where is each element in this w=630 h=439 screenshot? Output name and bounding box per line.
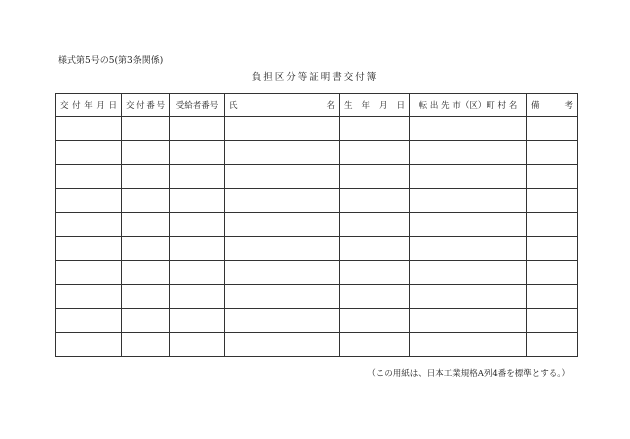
cell-issue-number: [122, 165, 170, 189]
cell-destination: [410, 333, 527, 357]
table-row: [56, 285, 578, 309]
cell-remarks: [527, 141, 578, 165]
cell-issue-date: [56, 189, 122, 213]
cell-issue-number: [122, 117, 170, 141]
col-header-birth-date: [340, 94, 410, 117]
cell-birth-date: [340, 285, 410, 309]
cell-remarks: [527, 189, 578, 213]
cell-destination: [410, 165, 527, 189]
cell-issue-number: [122, 285, 170, 309]
col-header-remarks: [527, 94, 578, 117]
cell-issue-number: [122, 309, 170, 333]
col-header-issue-date: [56, 94, 122, 117]
cell-destination: [410, 237, 527, 261]
cell-birth-date: [340, 333, 410, 357]
table-row: [56, 333, 578, 357]
cell-name: [225, 261, 340, 285]
col-header-part: 年: [361, 101, 370, 111]
col-header-recipient-number: 受給者番号: [170, 94, 225, 117]
cell-destination: [410, 189, 527, 213]
cell-name: [225, 189, 340, 213]
col-header-part: 付: [72, 101, 81, 111]
register-body: [56, 117, 578, 357]
cell-destination: [410, 117, 527, 141]
table-row: [56, 237, 578, 261]
col-header-part: 番: [146, 101, 155, 111]
cell-issue-number: [122, 333, 170, 357]
cell-issue-date: [56, 237, 122, 261]
cell-recipient-number: [170, 261, 225, 285]
col-header-part: 生: [344, 101, 353, 111]
table-row: [56, 117, 578, 141]
cell-remarks: [527, 117, 578, 141]
table-row: [56, 189, 578, 213]
cell-name: [225, 141, 340, 165]
cell-birth-date: [340, 117, 410, 141]
col-header-part: 月: [96, 101, 105, 111]
cell-birth-date: [340, 261, 410, 285]
cell-recipient-number: [170, 165, 225, 189]
col-header-part: 年: [84, 101, 93, 111]
form-number: 様式第5号の5(第3条関係): [58, 56, 164, 66]
cell-issue-number: [122, 213, 170, 237]
cell-issue-date: [56, 213, 122, 237]
cell-birth-date: [340, 213, 410, 237]
cell-destination: [410, 213, 527, 237]
cell-issue-date: [56, 117, 122, 141]
cell-recipient-number: [170, 333, 225, 357]
col-header-part: 名: [326, 101, 335, 111]
cell-remarks: [527, 333, 578, 357]
table-row: [56, 141, 578, 165]
cell-name: [225, 333, 340, 357]
cell-birth-date: [340, 309, 410, 333]
col-header-part: 考: [564, 101, 573, 111]
cell-birth-date: [340, 141, 410, 165]
cell-recipient-number: [170, 213, 225, 237]
col-header-part: 号: [156, 101, 165, 111]
table-row: [56, 309, 578, 333]
cell-issue-date: [56, 261, 122, 285]
col-header-part: 氏: [229, 101, 238, 111]
col-header-part: 日: [108, 101, 117, 111]
cell-name: [225, 237, 340, 261]
cell-issue-date: [56, 285, 122, 309]
paper-size-note: （この用紙は、日本工業規格A列4番を標準とする。）: [367, 369, 570, 379]
col-header-name: [225, 94, 340, 117]
cell-destination: [410, 141, 527, 165]
col-header-part: 交: [126, 101, 135, 111]
cell-recipient-number: [170, 285, 225, 309]
cell-remarks: [527, 261, 578, 285]
cell-issue-date: [56, 165, 122, 189]
cell-recipient-number: [170, 309, 225, 333]
col-header-part: 月: [378, 101, 388, 111]
cell-destination: [410, 261, 527, 285]
cell-birth-date: [340, 165, 410, 189]
cell-issue-number: [122, 189, 170, 213]
cell-remarks: [527, 165, 578, 189]
cell-destination: [410, 309, 527, 333]
cell-recipient-number: [170, 117, 225, 141]
cell-name: [225, 165, 340, 189]
cell-recipient-number: [170, 141, 225, 165]
register-table: [55, 93, 578, 357]
cell-recipient-number: [170, 237, 225, 261]
cell-name: [225, 285, 340, 309]
col-header-part: 付: [136, 101, 145, 111]
cell-issue-number: [122, 237, 170, 261]
cell-issue-number: [122, 141, 170, 165]
cell-recipient-number: [170, 189, 225, 213]
cell-issue-date: [56, 309, 122, 333]
cell-issue-date: [56, 141, 122, 165]
form-title: 負担区分等証明書交付簿: [251, 72, 379, 83]
cell-destination: [410, 285, 527, 309]
col-header-part: 備: [531, 101, 540, 111]
cell-remarks: [527, 237, 578, 261]
col-header-part: 日: [396, 101, 405, 111]
cell-name: [225, 117, 340, 141]
table-row: [56, 165, 578, 189]
col-header-destination: 転 出 先 市（区）町 村 名: [410, 94, 527, 117]
cell-issue-date: [56, 333, 122, 357]
cell-birth-date: [340, 189, 410, 213]
cell-name: [225, 309, 340, 333]
cell-remarks: [527, 309, 578, 333]
cell-remarks: [527, 213, 578, 237]
table-row: [56, 213, 578, 237]
col-header-part: 交: [60, 101, 69, 111]
table-row: [56, 261, 578, 285]
cell-name: [225, 213, 340, 237]
col-header-issue-number: [122, 94, 170, 117]
cell-remarks: [527, 285, 578, 309]
cell-birth-date: [340, 237, 410, 261]
header-row: [56, 94, 578, 117]
cell-issue-number: [122, 261, 170, 285]
